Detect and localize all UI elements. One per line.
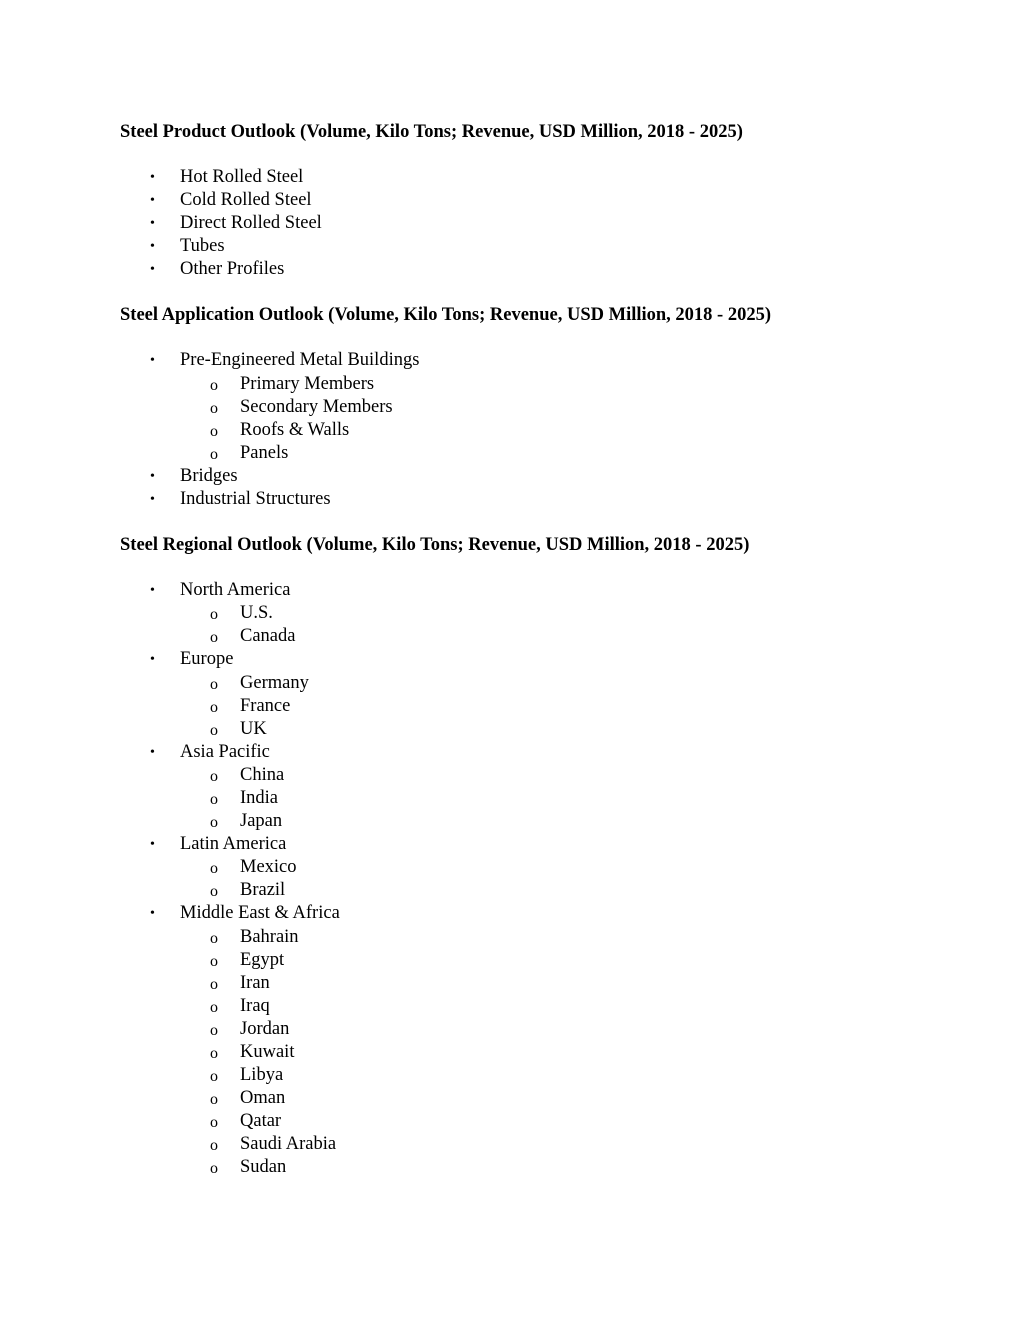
sub-list-item	[180, 442, 920, 465]
sub-list-item	[180, 419, 920, 442]
bullet-circle-icon: o	[210, 767, 218, 785]
bullet-circle-icon: o	[210, 1137, 218, 1155]
sub-list-item-label: Libya	[240, 1065, 284, 1086]
list-item-label: Bridges	[180, 465, 238, 486]
sub-list-item-label: U.S.	[240, 603, 273, 624]
sub-bullet-list	[180, 373, 920, 465]
list-item-label: Latin America	[180, 834, 287, 855]
list-item	[120, 902, 920, 1179]
list-item-label: Asia Pacific	[180, 741, 270, 762]
sub-list-item	[180, 995, 920, 1018]
sub-list-item	[180, 602, 920, 625]
list-item-label: Pre-Engineered Metal Buildings	[180, 350, 420, 371]
list-item-label: Direct Rolled Steel	[180, 213, 322, 234]
sub-list-item	[180, 787, 920, 810]
list-item-label: Cold Rolled Steel	[180, 190, 312, 211]
bullet-dot-icon: •	[150, 216, 155, 232]
bullet-circle-icon: o	[210, 860, 218, 878]
bullet-list	[120, 166, 920, 281]
list-item-label: Middle East & Africa	[180, 903, 340, 924]
bullet-circle-icon: o	[210, 952, 218, 970]
sub-list-item-label: France	[240, 695, 291, 716]
sub-list-item-label: Primary Members	[240, 373, 375, 394]
bullet-dot-icon: •	[150, 652, 155, 668]
bullet-circle-icon: o	[210, 675, 218, 693]
sub-list-item-label: Bahrain	[240, 926, 299, 947]
list-item	[120, 741, 920, 833]
sub-list-item	[180, 1156, 920, 1179]
list-item	[120, 189, 920, 212]
sub-list-item	[180, 810, 920, 833]
list-item	[120, 235, 920, 258]
sub-bullet-list	[180, 856, 920, 902]
sub-list-item	[180, 972, 920, 995]
bullet-circle-icon: o	[210, 1091, 218, 1109]
list-item	[120, 465, 920, 488]
bullet-dot-icon: •	[150, 583, 155, 599]
sub-bullet-list	[180, 926, 920, 1180]
sub-bullet-list	[180, 764, 920, 833]
sub-list-item-label: Canada	[240, 626, 296, 647]
sub-list-item-label: Roofs & Walls	[240, 419, 350, 440]
sub-list-item-label: Germany	[240, 672, 309, 693]
bullet-dot-icon: •	[150, 239, 155, 255]
bullet-circle-icon: o	[210, 998, 218, 1016]
sub-list-item	[180, 1041, 920, 1064]
sub-list-item-label: Mexico	[240, 857, 297, 878]
bullet-dot-icon: •	[150, 193, 155, 209]
list-item-label: Europe	[180, 649, 234, 670]
sub-list-item-label: Kuwait	[240, 1042, 295, 1062]
sub-list-item-label: Secondary Members	[240, 396, 393, 417]
list-item	[120, 258, 920, 281]
outlook-section	[120, 533, 920, 1179]
sub-list-item	[180, 672, 920, 695]
bullet-circle-icon: o	[210, 399, 218, 417]
document-page	[120, 120, 920, 1202]
list-item	[120, 349, 920, 464]
list-item	[120, 166, 920, 189]
bullet-dot-icon: •	[150, 353, 155, 369]
bullet-dot-icon: •	[150, 837, 155, 853]
sub-list-item-label: Jordan	[240, 1018, 290, 1039]
sub-list-item-label: Iran	[240, 972, 270, 993]
bullet-circle-icon: o	[210, 975, 218, 993]
bullet-circle-icon: o	[210, 698, 218, 716]
sub-list-item-label: Sudan	[240, 1157, 287, 1178]
bullet-circle-icon: o	[210, 883, 218, 901]
bullet-circle-icon: o	[210, 721, 218, 739]
sub-list-item	[180, 1018, 920, 1041]
list-item-label: North America	[180, 580, 291, 601]
bullet-dot-icon: •	[150, 906, 155, 922]
bullet-dot-icon: •	[150, 492, 155, 508]
sub-list-item	[180, 926, 920, 949]
sub-list-item-label: Iraq	[240, 995, 270, 1016]
sub-list-item-label: Brazil	[240, 880, 286, 901]
bullet-circle-icon: o	[210, 1021, 218, 1039]
bullet-dot-icon: •	[150, 744, 155, 760]
sub-list-item	[180, 373, 920, 396]
sub-list-item-label: Saudi Arabia	[240, 1134, 337, 1155]
sub-list-item	[180, 396, 920, 419]
sub-list-item-label: Japan	[240, 811, 283, 832]
sub-list-item	[180, 1110, 920, 1133]
bullet-circle-icon: o	[210, 606, 218, 624]
bullet-circle-icon: o	[210, 1114, 218, 1132]
list-item	[120, 579, 920, 648]
bullet-list	[120, 349, 920, 511]
list-item	[120, 212, 920, 235]
list-item	[120, 833, 920, 902]
outlook-section	[120, 303, 920, 511]
section-heading: Steel Regional Outlook (Volume, Kilo Tons; Revenue, USD Million, 2018 - 2025)	[120, 535, 750, 556]
sub-list-item	[180, 1087, 920, 1110]
sub-bullet-list	[180, 602, 920, 648]
sub-list-item	[180, 718, 920, 741]
sub-list-item	[180, 1133, 920, 1156]
bullet-circle-icon: o	[210, 376, 218, 394]
bullet-circle-icon: o	[210, 1160, 218, 1178]
sub-list-item-label: Egypt	[240, 949, 285, 970]
bullet-circle-icon: o	[210, 445, 218, 463]
sub-list-item	[180, 764, 920, 787]
bullet-circle-icon: o	[210, 1045, 218, 1062]
sub-list-item	[180, 1064, 920, 1087]
sub-bullet-list	[180, 672, 920, 741]
sub-list-item-label: China	[240, 764, 285, 785]
list-item-label: Hot Rolled Steel	[180, 167, 304, 187]
sub-list-item	[180, 625, 920, 648]
sub-list-item-label: Qatar	[240, 1111, 282, 1132]
bullet-circle-icon: o	[210, 929, 218, 947]
section-heading: Steel Application Outlook (Volume, Kilo Tons; Revenue, USD Million, 2018 - 2025)	[120, 305, 771, 326]
sub-list-item	[180, 856, 920, 879]
list-item	[120, 648, 920, 740]
list-item-label: Industrial Structures	[180, 489, 331, 510]
bullet-circle-icon: o	[210, 814, 218, 832]
section-heading: Steel Product Outlook (Volume, Kilo Tons; Revenue, USD Million, 2018 - 2025)	[120, 122, 743, 142]
bullet-circle-icon: o	[210, 629, 218, 647]
bullet-dot-icon: •	[150, 170, 155, 185]
bullet-list	[120, 579, 920, 1179]
sub-list-item-label: Oman	[240, 1088, 286, 1109]
bullet-circle-icon: o	[210, 790, 218, 808]
outlook-section	[120, 120, 920, 281]
sub-list-item	[180, 879, 920, 902]
sub-list-item	[180, 949, 920, 972]
bullet-dot-icon: •	[150, 468, 155, 484]
list-item-label: Other Profiles	[180, 259, 285, 280]
sub-list-item-label: India	[240, 787, 279, 808]
list-item-label: Tubes	[180, 236, 225, 257]
list-item	[120, 488, 920, 511]
bullet-circle-icon: o	[210, 1068, 218, 1086]
sub-list-item-label: Panels	[240, 442, 289, 463]
sub-list-item-label: UK	[240, 718, 267, 739]
bullet-circle-icon: o	[210, 422, 218, 440]
sub-list-item	[180, 695, 920, 718]
bullet-dot-icon: •	[150, 262, 155, 278]
